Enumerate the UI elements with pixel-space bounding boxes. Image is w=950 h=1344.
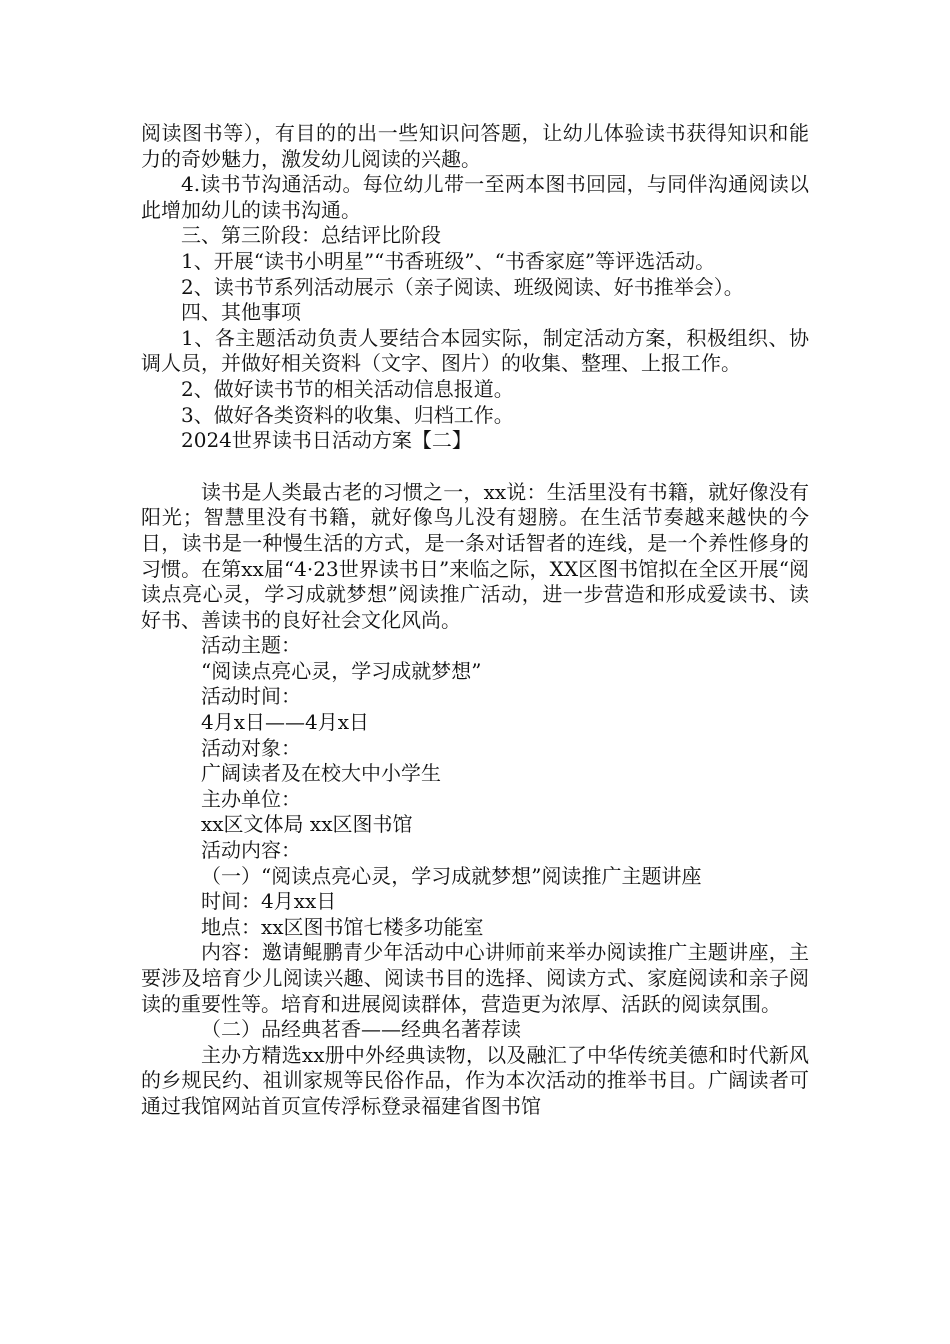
- item-two-classics: （二）品经典茗香——经典名著荐读: [201, 1017, 521, 1042]
- section-title-plan-two: 2024世界读书日活动方案【二】: [181, 428, 472, 453]
- value-activity-audience: 广阔读者及在校大中小学生: [201, 761, 441, 786]
- lecture-location: 地点：xx区图书馆七楼多功能室: [201, 914, 484, 939]
- label-activity-content: 活动内容：: [201, 838, 301, 863]
- label-activity-audience: 活动对象：: [201, 735, 301, 760]
- lecture-time: 时间：4月xx日: [201, 889, 337, 914]
- section-heading-other-matters: 四、其他事项: [181, 300, 301, 325]
- lecture-content: 内容：邀请鲲鹏青少年活动中心讲师前来举办阅读推广主题讲座，主要涉及培育少儿阅读兴趣、阅读书目的选择、阅读方式、家庭阅读和亲子阅读的重要性等。培育和进展阅读群体，营造更为浓厚、活跃的阅读氛围。: [141, 940, 809, 1016]
- paragraph-item-2-showcase: 2、读书节系列活动展示（亲子阅读、班级阅读、好书推举会）。: [181, 274, 744, 299]
- paragraph-item-4-exchange: 4.读书节沟通活动。每位幼儿带一至两本图书回园，与同伴沟通阅读以此增加幼儿的读书沟通。: [141, 172, 809, 222]
- value-activity-theme: “阅读点亮心灵，学习成就梦想”: [201, 658, 482, 683]
- paragraph-intro: 读书是人类最古老的习惯之一，xx说：生活里没有书籍，就好像没有阳光；智慧里没有书籍，就好像鸟儿没有翅膀。在生活节奏越来越快的今日，读书是一种慢生活的方式，是一条对话智者的连线，是一个养性修身的习惯。在第xx届“4·23世界读书日”来临之际，XX区图书馆拟在全区开展“阅读点亮心灵，学习成就梦想”阅读推广活动，进一步营造和形成爱读书、读好书、善读书的良好社会文化风尚。: [141, 479, 809, 632]
- paragraph-other-item-1: 1、各主题活动负责人要结合本园实际，制定活动方案，积极组织、协调人员，并做好相关资料（文字、图片）的收集、整理、上报工作。: [141, 325, 809, 376]
- document-page: [141, 121, 809, 1120]
- value-organizer: xx区文体局 xx区图书馆: [201, 812, 413, 837]
- paragraph-item-1-selection: 1、开展“读书小明星”“书香班级”、“书香家庭”等评选活动。: [181, 248, 716, 273]
- classics-description: 主办方精选xx册中外经典读物，以及融汇了中华传统美德和时代新风的乡规民约、祖训家规等民俗作品，作为本次活动的推举书目。广阔读者可通过我馆网站首页宣传浮标登录福建省图书馆: [141, 1042, 809, 1118]
- label-activity-theme: 活动主题：: [201, 633, 301, 658]
- item-one-lecture: （一）“阅读点亮心灵，学习成就梦想”阅读推广主题讲座: [201, 863, 702, 888]
- paragraph-reading-books-continued: 阅读图书等），有目的的出一些知识问答题，让幼儿体验读书获得知识和能力的奇妙魅力，激发幼儿阅读的兴趣。: [141, 121, 809, 171]
- paragraph-other-item-2: 2、做好读书节的相关活动信息报道。: [181, 376, 514, 401]
- blank-line: [141, 454, 809, 480]
- section-heading-stage-3: 三、第三阶段：总结评比阶段: [181, 223, 441, 248]
- label-activity-time: 活动时间：: [201, 684, 301, 709]
- paragraph-other-item-3: 3、做好各类资料的收集、归档工作。: [181, 402, 514, 427]
- value-activity-time: 4月x日——4月x日: [201, 710, 370, 735]
- label-organizer: 主办单位：: [201, 786, 301, 811]
